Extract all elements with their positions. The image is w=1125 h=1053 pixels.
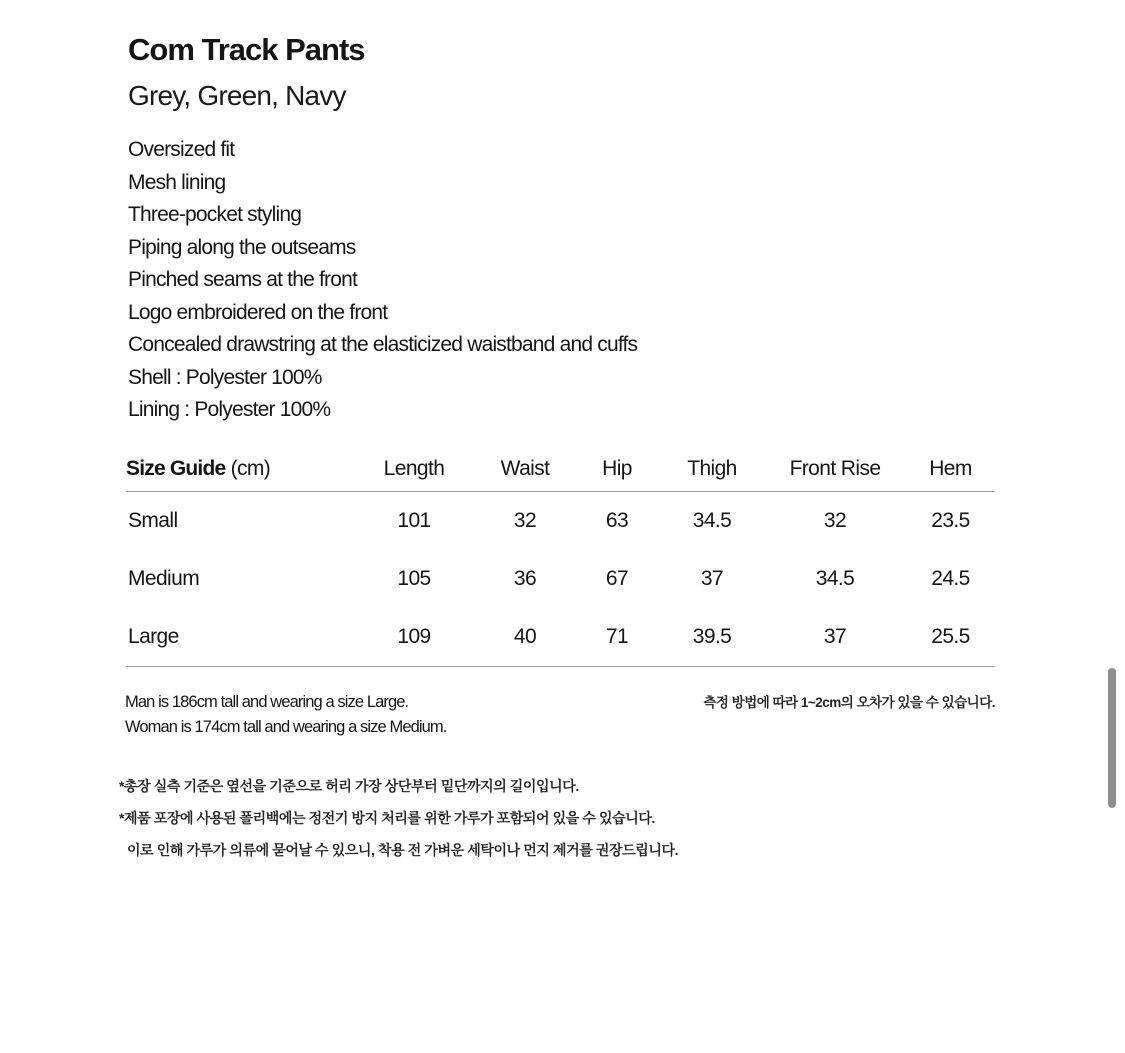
table-cell: 25.5 (906, 608, 995, 667)
size-guide-header-row (126, 447, 995, 492)
table-row (126, 492, 995, 551)
measurement-tolerance-note: 측정 방법에 따라 1~2cm의 오차가 있을 수 있습니다. (703, 695, 995, 710)
feature-item: Lining : Polyester 100% (128, 398, 331, 421)
care-notes (119, 775, 678, 871)
table-cell: 40 (476, 608, 574, 667)
feature-item: Logo embroidered on the front (128, 300, 388, 324)
product-title: Com Track Pants (128, 32, 365, 67)
table-row (126, 550, 995, 608)
table-cell: 101 (397, 509, 431, 532)
model-size-notes (125, 690, 446, 740)
feature-item: Concealed drawstring at the elasticized waistband and cuffs (128, 333, 638, 356)
size-guide-table (126, 447, 995, 667)
table-cell: 36 (513, 567, 537, 590)
feature-item: Mesh lining (128, 170, 226, 194)
care-note-line: 이로 인해 가루가 의류에 묻어날 수 있으니, 착용 전 가벼운 세탁이나 먼지 제거를 권장드립니다. (127, 842, 679, 858)
care-note-line: *총장 실측 기준은 옆선을 기준으로 허리 가장 상단부터 밑단까지의 길이입니다. (119, 778, 579, 794)
table-cell: 63 (605, 509, 629, 532)
size-label: Medium (128, 567, 200, 590)
product-colors: Grey, Green, Navy (128, 80, 346, 111)
table-cell: 109 (352, 608, 476, 667)
care-note-line: *제품 포장에 사용된 폴리백에는 정전기 방지 처리를 위한 가루가 포함되어 있을 수 있습니다. (119, 810, 655, 826)
feature-item: Shell : Polyester 100% (128, 365, 322, 389)
feature-item: Oversized fit (128, 138, 235, 161)
column-header-front-rise: Front Rise (764, 447, 906, 492)
column-header-thigh: Thigh (660, 447, 764, 492)
model-note-man: Man is 186cm tall and wearing a size Large. (125, 693, 409, 711)
table-cell: 37 (764, 608, 906, 667)
size-guide-label: Size Guide (126, 457, 226, 480)
table-cell: 32 (823, 509, 847, 532)
table-cell: 37 (700, 567, 724, 590)
table-cell: 32 (513, 509, 537, 532)
table-cell: 23.5 (931, 509, 970, 532)
scrollbar-thumb[interactable] (1108, 668, 1116, 808)
table-cell: 34.5 (692, 509, 732, 532)
feature-item: Pinched seams at the front (128, 268, 358, 291)
column-header-waist: Waist (476, 447, 574, 492)
model-note-woman: Woman is 174cm tall and wearing a size Medium. (125, 718, 447, 736)
feature-item: Three-pocket styling (128, 203, 302, 226)
feature-item: Piping along the outseams (128, 235, 356, 259)
column-header-hip: Hip (574, 447, 660, 492)
size-label: Large (126, 608, 352, 667)
feature-list (128, 134, 637, 427)
table-row (126, 608, 995, 667)
column-header-hem: Hem (906, 447, 995, 492)
size-label: Small (128, 509, 178, 532)
size-guide-unit: (cm) (230, 457, 271, 480)
table-cell: 67 (605, 567, 629, 590)
table-cell: 39.5 (660, 608, 764, 667)
table-cell: 24.5 (931, 567, 970, 590)
column-header-length: Length (352, 447, 476, 492)
table-cell: 71 (574, 608, 660, 667)
table-cell: 105 (397, 567, 431, 590)
size-guide-heading (126, 447, 352, 492)
table-cell: 34.5 (815, 567, 855, 590)
